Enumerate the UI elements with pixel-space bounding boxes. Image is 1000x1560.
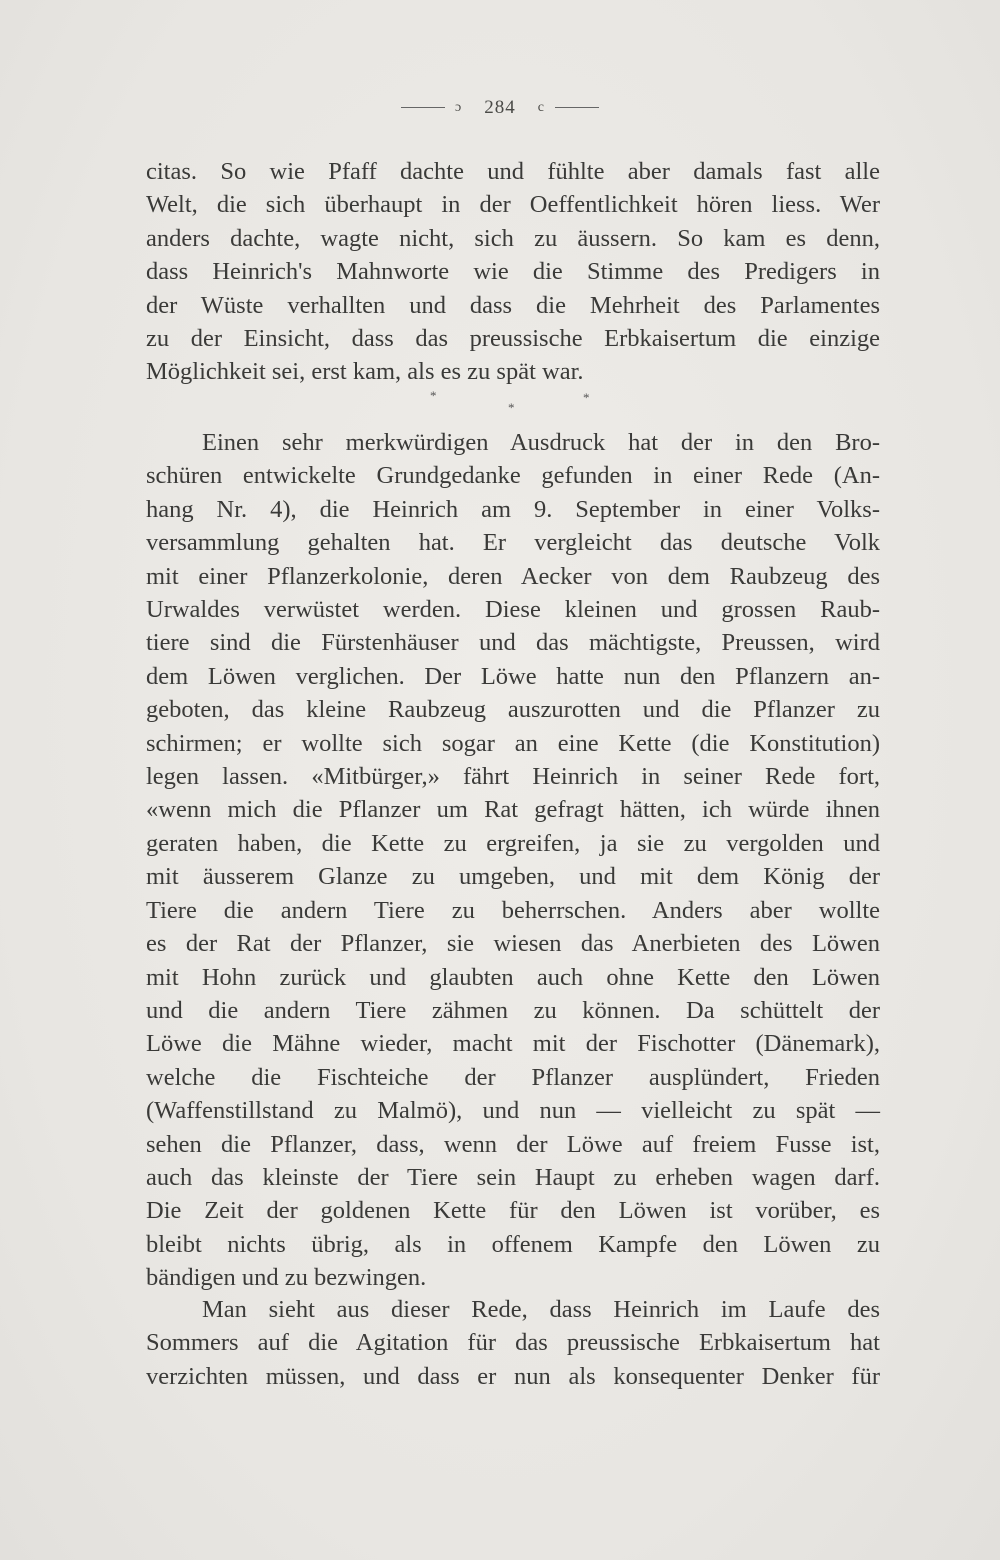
text-line: schüren entwickelte Grundgedanke gefunden in einer Rede (An- [146, 462, 880, 490]
text-line: hang Nr. 4), die Heinrich am 9. September in einer Volks- [146, 495, 880, 523]
text-line: Welt, die sich überhaupt in der Oeffentlichkeit hören liess. Wer [146, 191, 880, 219]
header-rule-left [401, 107, 445, 108]
text-line: es der Rat der Pflanzer, sie wiesen das Anerbieten des Löwen [146, 930, 880, 958]
text-line: Möglichkeit sei, erst kam, als es zu spät war. [146, 358, 584, 386]
text-line: mit Hohn zurück und glaubten auch ohne Kette den Löwen [146, 963, 880, 991]
separator-asterisk: * [583, 390, 590, 405]
page-number: 284 [484, 96, 516, 118]
text-line: mit äusserem Glanze zu umgeben, und mit dem König der [146, 863, 880, 891]
text-line: Sommers auf die Agitation für das preussische Erbkaisertum hat [146, 1329, 880, 1357]
text-line: Die Zeit der goldenen Kette für den Löwen ist vorüber, es [146, 1197, 880, 1225]
text-line: geraten haben, die Kette zu ergreifen, ja sie zu vergolden und [146, 829, 880, 857]
separator-asterisk: * [430, 388, 437, 403]
section-separator [0, 388, 1000, 418]
header-rule-right [555, 107, 599, 108]
text-line: Urwaldes verwüstet werden. Diese kleinen und grossen Raub- [146, 596, 880, 624]
header-ornament-left: ɔ [455, 99, 463, 115]
paragraph-3 [146, 1293, 880, 1393]
text-line: zu der Einsicht, dass das preussische Erbkaisertum die einzige [146, 325, 880, 353]
separator-asterisk: * [508, 400, 515, 415]
text-line: anders dachte, wagte nicht, sich zu äussern. So kam es denn, [146, 224, 880, 252]
text-line: dem Löwen verglichen. Der Löwe hatte nun den Pflanzern an- [146, 662, 880, 690]
text-line: schirmen; er wollte sich sogar an eine Kette (die Konstitution) [146, 729, 880, 757]
text-line: welche die Fischteiche der Pflanzer ausplündert, Frieden [146, 1063, 880, 1091]
text-line: (Waffenstillstand zu Malmö), und nun — vielleicht zu spät — [146, 1097, 880, 1125]
paragraph-1 [146, 155, 880, 389]
text-line: sehen die Pflanzer, dass, wenn der Löwe auf freiem Fusse ist, [146, 1130, 880, 1158]
text-line: Man sieht aus dieser Rede, dass Heinrich im Laufe des [202, 1296, 880, 1323]
text-line: versammlung gehalten hat. Er vergleicht das deutsche Volk [146, 529, 880, 557]
text-line: citas. So wie Pfaff dachte und fühlte aber damals fast alle [146, 158, 880, 185]
text-line: «wenn mich die Pflanzer um Rat gefragt hätten, ich würde ihnen [146, 796, 880, 824]
running-head [0, 96, 1000, 119]
text-line: tiere sind die Fürstenhäuser und das mächtigste, Preussen, wird [146, 629, 880, 657]
text-line: der Wüste verhallten und dass die Mehrheit des Parlamentes [146, 291, 880, 319]
text-line: verzichten müssen, und dass er nun als konsequenter Denker für [146, 1362, 880, 1390]
text-line: Tiere die andern Tiere zu beherrschen. Anders aber wollte [146, 896, 880, 924]
text-line: Löwe die Mähne wieder, macht mit der Fischotter (Dänemark), [146, 1030, 880, 1058]
text-line: geboten, das kleine Raubzeug auszurotten und die Pflanzer zu [146, 696, 880, 724]
text-line: bändigen und zu bezwingen. [146, 1264, 427, 1292]
text-line: auch das kleinste der Tiere sein Haupt zu erheben wagen darf. [146, 1163, 880, 1191]
text-line: legen lassen. «Mitbürger,» fährt Heinrich in seiner Rede fort, [146, 763, 880, 791]
text-line: Einen sehr merkwürdigen Ausdruck hat der in den Bro- [202, 429, 880, 456]
text-line: und die andern Tiere zähmen zu können. Da schüttelt der [146, 996, 880, 1024]
text-line: mit einer Pflanzerkolonie, deren Aecker von dem Raubzeug des [146, 562, 880, 590]
paragraph-2 [146, 426, 880, 1295]
text-line: dass Heinrich's Mahnworte wie die Stimme des Predigers in [146, 258, 880, 286]
text-line: bleibt nichts übrig, als in offenem Kampfe den Löwen zu [146, 1230, 880, 1258]
header-ornament-right: c [537, 99, 545, 115]
